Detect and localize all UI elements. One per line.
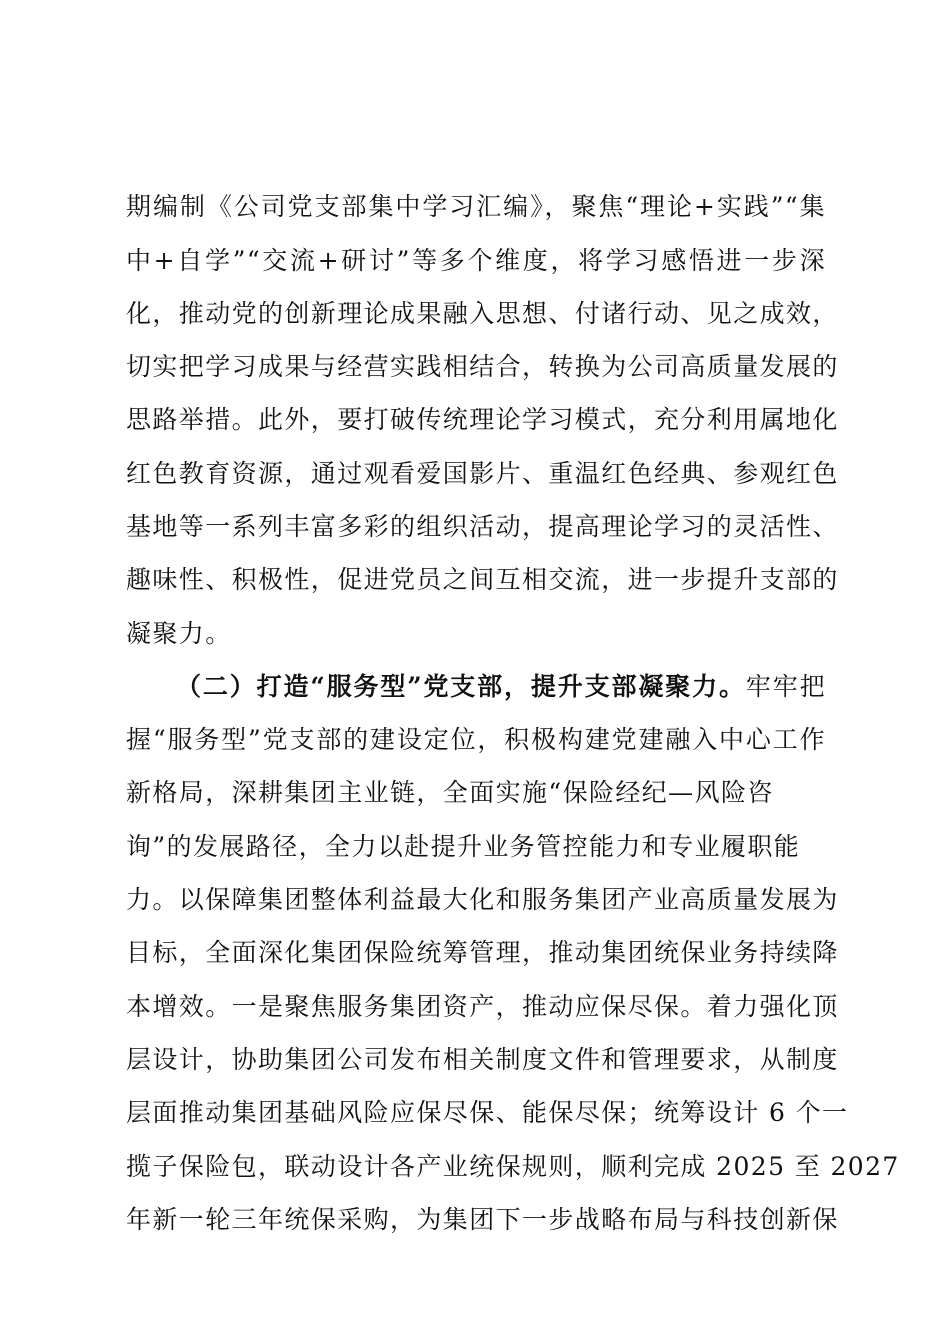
paragraph-line: 层设计，协助集团公司发布相关制度文件和管理要求，从制度 [126, 1045, 839, 1074]
paragraph-line: 趣味性、积极性，促进党员之间互相交流，进一步提升支部的 [126, 565, 839, 594]
paragraph-line: 本增效。一是聚焦服务集团资产，推动应保尽保。着力强化顶 [126, 992, 839, 1021]
section-heading-line [176, 667, 826, 707]
paragraph-line: 握“服务型”党支部的建设定位，积极构建党建融入中心工作 [126, 725, 826, 754]
paragraph-line: 期编制《公司党支部集中学习汇编》，聚焦“理论+实践”“集 [126, 192, 826, 221]
paragraph-line: 基地等一系列丰富多彩的组织活动，提高理论学习的灵活性、 [126, 512, 839, 541]
paragraph-line: 揽子保险包，联动设计各产业统保规则，顺利完成 2025 至 2027 [126, 1152, 900, 1181]
paragraph-line: 思路举措。此外，要打破传统理论学习模式，充分利用属地化 [126, 405, 839, 434]
paragraph-line: 力。以保障集团整体利益最大化和服务集团产业高质量发展为 [126, 885, 839, 914]
section-heading: （二）打造“服务型”党支部，提升支部凝聚力。 [176, 672, 746, 701]
paragraph-line: 红色教育资源，通过观看爱国影片、重温红色经典、参观红色 [126, 459, 839, 488]
paragraph-line: 新格局，深耕集团主业链，全面实施“保险经纪—风险咨 [126, 778, 774, 807]
section-heading-tail: 牢牢把 [745, 672, 827, 701]
paragraph-line: 目标，全面深化集团保险统筹管理，推动集团统保业务持续降 [126, 938, 839, 967]
paragraph-line: 切实把学习成果与经营实践相结合，转换为公司高质量发展的 [126, 352, 839, 381]
paragraph-line: 凝聚力。 [126, 619, 232, 648]
paragraph-line: 询”的发展路径，全力以赴提升业务管控能力和专业履职能 [126, 832, 801, 861]
paragraph-line: 中+自学”“交流+研讨”等多个维度，将学习感悟进一步深 [126, 246, 826, 275]
paragraph-line: 化，推动党的创新理论成果融入思想、付诸行动、见之成效， [126, 299, 839, 328]
paragraph-line: 层面推动集团基础风险应保尽保、能保尽保；统筹设计 6 个一 [126, 1098, 849, 1127]
paragraph-line: 年新一轮三年统保采购，为集团下一步战略布局与科技创新保 [126, 1205, 839, 1234]
